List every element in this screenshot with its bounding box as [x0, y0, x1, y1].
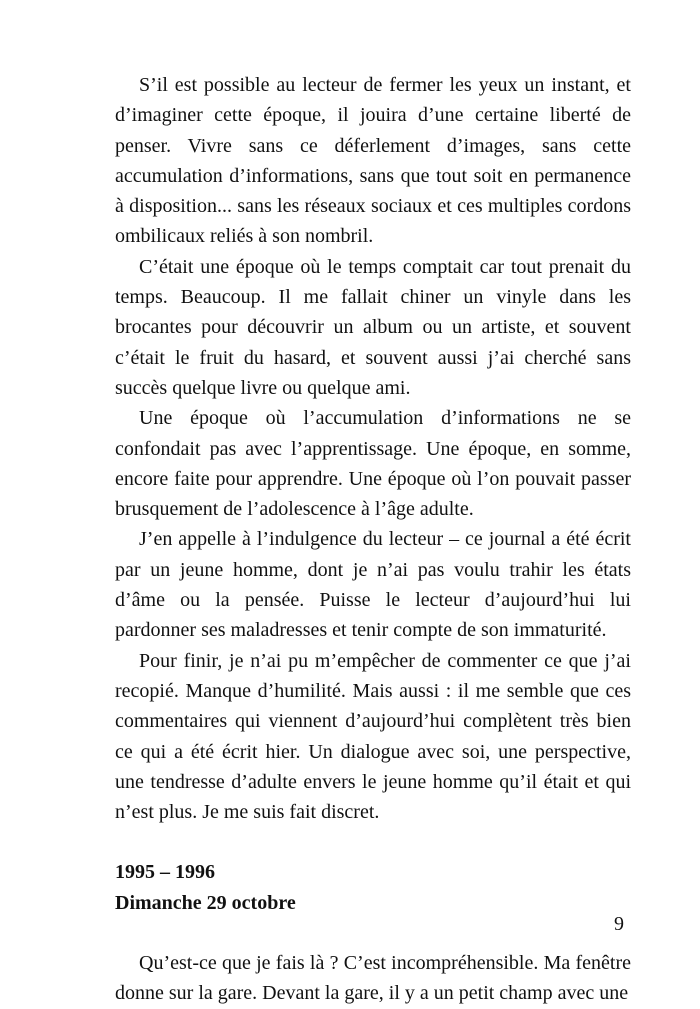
paragraph: C’était une époque où le temps comptait car tout prenait du temps. Beaucoup. Il me fallait chiner un vinyle dans les brocantes pour découvrir un album ou un artiste, et souvent c’était le fruit du hasard, et souvent aussi j’ai cherché sans succès quelque livre ou quelque ami.	[115, 255, 631, 399]
page-text	[115, 70, 631, 1009]
paragraph: Une époque où l’accumulation d’informations ne se confondait pas avec l’apprentissage. Une époque, en somme, encore faite pour apprendre. Une époque où l’on pouvait passer brusquement de l’adolescence à l’âge adulte.	[115, 407, 631, 521]
paragraph: Pour finir, je n’ai pu m’empêcher de commenter ce que j’ai recopié. Manque d’humilité. Mais aussi : il me semble que ces commentaires qui viennent d’aujourd’hui complètent très bien ce qui a été écrit hier. Un dialogue avec soi, une perspective, une tendresse d’adulte envers le jeune homme qu’il était et qui n’est plus. Je me suis fait discret.	[115, 649, 631, 824]
paragraph: J’en appelle à l’indulgence du lecteur – ce journal a été écrit par un jeune homme, dont je n’ai pas voulu trahir les états d’âme ou la pensée. Puisse le lecteur d’aujourd’hui lui pardonner ses maladresses et tenir compte de son immaturité.	[115, 528, 631, 642]
paragraph: S’il est possible au lecteur de fermer les yeux un instant, et d’imaginer cette époque, il jouira d’une certaine liberté de penser. Vivre sans ce déferlement d’images, sans cette accumulation d’informations, sans que tout soit en permanence à disposition... sans les réseaux sociaux et ces multiples cordons ombilicaux reliés à son nombril.	[115, 74, 631, 248]
page-number: 9	[614, 913, 624, 935]
entry-date: Dimanche 29 octobre	[115, 891, 296, 914]
entry-years: 1995 – 1996	[115, 861, 215, 884]
entry-heading	[115, 857, 631, 918]
paragraph: Qu’est-ce que je fais là ? C’est incompréhensible. Ma fenêtre donne sur la gare. Devant la gare, il y a un petit champ avec une	[115, 952, 631, 1005]
